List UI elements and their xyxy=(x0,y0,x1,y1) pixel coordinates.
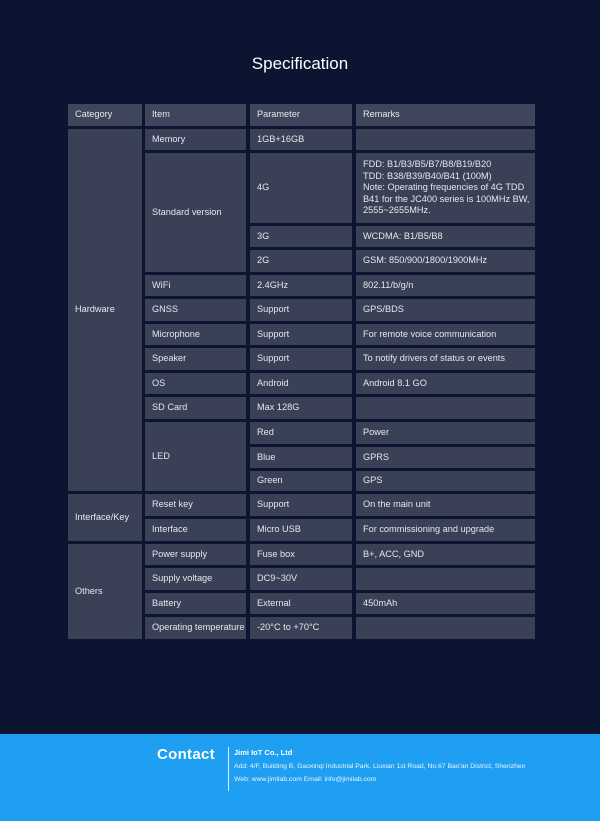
param-3g: 3G xyxy=(250,226,352,247)
item-os: OS xyxy=(145,373,246,394)
remark-3g: WCDMA: B1/B5/B8 xyxy=(356,226,535,247)
item-gnss: GNSS xyxy=(145,299,246,321)
contact-label: Contact xyxy=(157,746,215,763)
category-interface-key: Interface/Key xyxy=(68,494,142,541)
param-reset-key: Support xyxy=(250,494,352,516)
param-led-green: Green xyxy=(250,471,352,491)
company-address: Add: 4/F, Building B, Gaoxinqi Industrial Park, Liuxian 1st Road, No.67 Bao'an District, Shenzhen xyxy=(234,763,526,770)
remark-microphone: For remote voice communication xyxy=(356,324,535,345)
param-battery: External xyxy=(250,593,352,614)
item-speaker: Speaker xyxy=(145,348,246,370)
remark-led-green: GPS xyxy=(356,471,535,491)
item-microphone: Microphone xyxy=(145,324,246,345)
param-gnss: Support xyxy=(250,299,352,321)
item-memory: Memory xyxy=(145,129,246,150)
param-4g: 4G xyxy=(250,153,352,223)
remark-sd-card xyxy=(356,397,535,419)
remark-power-supply: B+, ACC, GND xyxy=(356,544,535,565)
remark-operating-temperature xyxy=(356,617,535,639)
param-wifi: 2.4GHz xyxy=(250,275,352,296)
item-interface: Interface xyxy=(145,519,246,541)
header-parameter: Parameter xyxy=(250,104,352,126)
remark-led-blue: GPRS xyxy=(356,447,535,468)
header-remarks: Remarks xyxy=(356,104,535,126)
item-operating-temperature: Operating temperature xyxy=(145,617,246,639)
remark-reset-key: On the main unit xyxy=(356,494,535,516)
item-reset-key: Reset key xyxy=(145,494,246,516)
remark-gnss: GPS/BDS xyxy=(356,299,535,321)
remark-interface: For commissioning and upgrade xyxy=(356,519,535,541)
remark-4g: FDD: B1/B3/B5/B7/B8/B19/B20 TDD: B38/B39/B40/B41 (100M) Note: Operating frequencies of 4G TDD B41 for the JC400 series is 100MHz BW, 2555~2655MHz. xyxy=(356,153,535,223)
param-operating-temperature: -20°C to +70°C xyxy=(250,617,352,639)
param-os: Android xyxy=(250,373,352,394)
company-name: Jimi IoT Co., Ltd xyxy=(234,748,293,757)
param-2g: 2G xyxy=(250,250,352,272)
remark-wifi: 802.11/b/g/n xyxy=(356,275,535,296)
remark-battery: 450mAh xyxy=(356,593,535,614)
remark-os: Android 8.1 GO xyxy=(356,373,535,394)
remark-memory xyxy=(356,129,535,150)
remark-speaker: To notify drivers of status or events xyxy=(356,348,535,370)
param-supply-voltage: DC9~30V xyxy=(250,568,352,590)
param-interface: Micro USB xyxy=(250,519,352,541)
param-microphone: Support xyxy=(250,324,352,345)
item-sd-card: SD Card xyxy=(145,397,246,419)
param-sd-card: Max 128G xyxy=(250,397,352,419)
remark-2g: GSM: 850/900/1800/1900MHz xyxy=(356,250,535,272)
remark-supply-voltage xyxy=(356,568,535,590)
header-category: Category xyxy=(68,104,142,126)
category-hardware: Hardware xyxy=(68,129,142,491)
item-power-supply: Power supply xyxy=(145,544,246,565)
page-title: Specification xyxy=(251,54,349,73)
param-led-blue: Blue xyxy=(250,447,352,468)
company-web-email: Web: www.jimilab.com Email: info@jimilab.com xyxy=(234,776,377,783)
param-memory: 1GB+16GB xyxy=(250,129,352,150)
param-speaker: Support xyxy=(250,348,352,370)
header-item: Item xyxy=(145,104,246,126)
contact-footer xyxy=(0,734,600,821)
param-led-red: Red xyxy=(250,422,352,444)
item-battery: Battery xyxy=(145,593,246,614)
item-standard-version: Standard version xyxy=(145,153,246,272)
item-wifi: WiFi xyxy=(145,275,246,296)
contact-divider xyxy=(228,747,229,791)
remark-led-red: Power xyxy=(356,422,535,444)
item-led: LED xyxy=(145,422,246,491)
category-others: Others xyxy=(68,544,142,639)
param-power-supply: Fuse box xyxy=(250,544,352,565)
item-supply-voltage: Supply voltage xyxy=(145,568,246,590)
